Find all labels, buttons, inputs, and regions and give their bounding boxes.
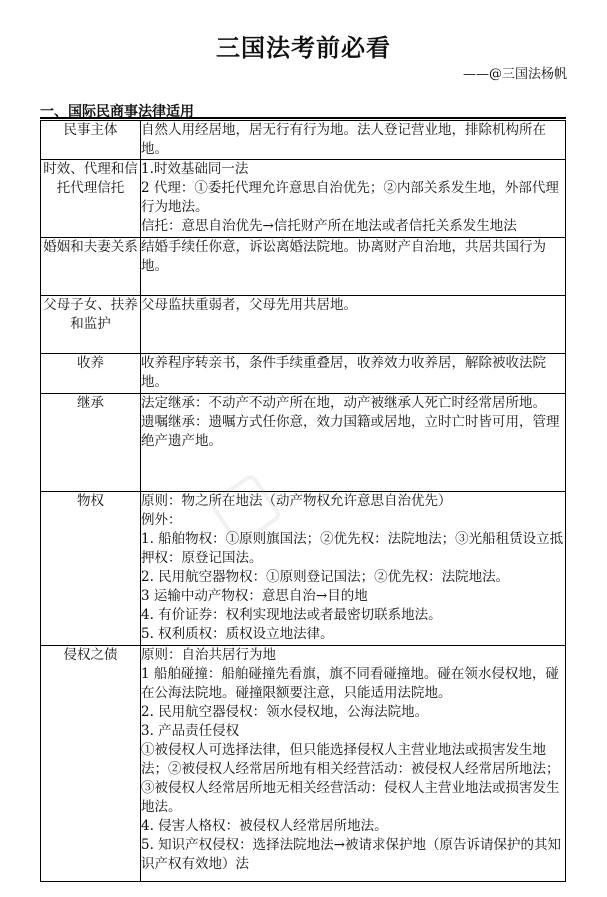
row-label: 父母子女、扶养和监护 <box>41 296 141 354</box>
section-title: 一、国际民商事法律适用 <box>40 104 194 120</box>
content-line: 遗嘱继承：遗嘱方式任你意，效力国籍或居地，立时亡时皆可用，管理绝产遗产地。 <box>141 414 560 449</box>
row-label: 婚姻和夫妻关系 <box>41 238 141 296</box>
table-row <box>41 121 566 160</box>
row-content <box>141 492 566 646</box>
row-label: 物权 <box>41 492 141 646</box>
author-signature: ——@三国法杨帆 <box>462 67 567 82</box>
section-rule-thick <box>40 117 566 119</box>
table-row <box>41 296 566 354</box>
content-line: 3. 产品责任侵权 <box>141 723 240 739</box>
content-line: 1 船舶碰撞：船舶碰撞先看旗，旗不同看碰撞地。碰在领水侵权地，碰在公海法院地。碰撞限额要注意，只能适用法院地。 <box>141 666 559 701</box>
content-line: 2 代理：①委托代理允许意思自治优先；②内部关系发生地，外部代理行为地法。 <box>141 180 559 215</box>
table-row <box>41 354 566 394</box>
content-line: 信托：意思自治优先→信托财产所在地法或者信托关系发生地法 <box>141 218 517 234</box>
content-line: ①被侵权人可选择法律，但只能选择侵权人主营业地法或损害发生地法；②被侵权人经常居所地有相关经营活动：被侵权人经常居所地法；③被侵权人经常居所地无相关经营活动：侵权人主营业地法或损害发生地法。 <box>141 742 560 815</box>
content-line: 1.时效基础同一法 <box>141 161 249 177</box>
content-line: 例外： <box>141 512 182 528</box>
row-content <box>141 354 566 394</box>
row-label: 民事主体 <box>41 121 141 160</box>
row-label: 收养 <box>41 354 141 394</box>
row-label: 继承 <box>41 394 141 492</box>
table-row <box>41 238 566 296</box>
content-line: 法定继承：不动产不动产所在地，动产被继承人死亡时经常居所地。 <box>141 395 546 411</box>
table-row <box>41 394 566 492</box>
content-line: 2. 民用航空器物权：①原则登记国法；②优先权：法院地法。 <box>141 569 510 585</box>
content-line: 原则：物之所在地法（动产物权允许意思自治优先） <box>141 493 452 509</box>
content-line: 结婚手续任你意，诉讼离婚法院地。协离财产自治地，共居共国行为地。 <box>141 239 546 274</box>
row-content <box>141 238 566 296</box>
content-line: 1. 船舶物权：①原则旗国法；②优先权：法院地法；③光船租赁设立抵押权：原登记国法。 <box>141 531 564 566</box>
content-line: 自然人用经居地，居无行有行为地。法人登记营业地，排除机构所在地。 <box>141 122 546 157</box>
content-line: 5. 权利质权：质权设立地法律。 <box>141 626 334 642</box>
content-line: 4. 有价证券：权利实现地法或者最密切联系地法。 <box>141 607 442 623</box>
law-table <box>40 120 566 882</box>
row-content <box>141 160 566 238</box>
content-line: 2. 民用航空器侵权：领水侵权地，公海法院地。 <box>141 704 429 720</box>
row-label: 时效、代理和信托代理信托 <box>41 160 141 238</box>
table-row <box>41 160 566 238</box>
table-row <box>41 646 566 882</box>
content-line: 3 运输中动产物权：意思自治→目的地 <box>141 588 368 604</box>
content-line: 5. 知识产权侵权：选择法院地法→被请求保护地（原告诉请保护的其知识产权有效地）法 <box>141 837 561 872</box>
content-line: 收养程序转亲书，条件手续重叠居，收养效力收养居，解除被收法院地。 <box>141 355 546 390</box>
row-content <box>141 121 566 160</box>
content-line: 原则：自治共居行为地 <box>141 647 276 663</box>
row-label: 侵权之债 <box>41 646 141 882</box>
row-content <box>141 394 566 492</box>
document-title: 三国法考前必看 <box>216 33 391 62</box>
row-content <box>141 646 566 882</box>
content-line: 父母监扶重弱者，父母先用共居地。 <box>141 297 357 313</box>
row-content <box>141 296 566 354</box>
table-row <box>41 492 566 646</box>
content-line: 4. 侵害人格权：被侵权人经常居所地法。 <box>141 818 388 834</box>
